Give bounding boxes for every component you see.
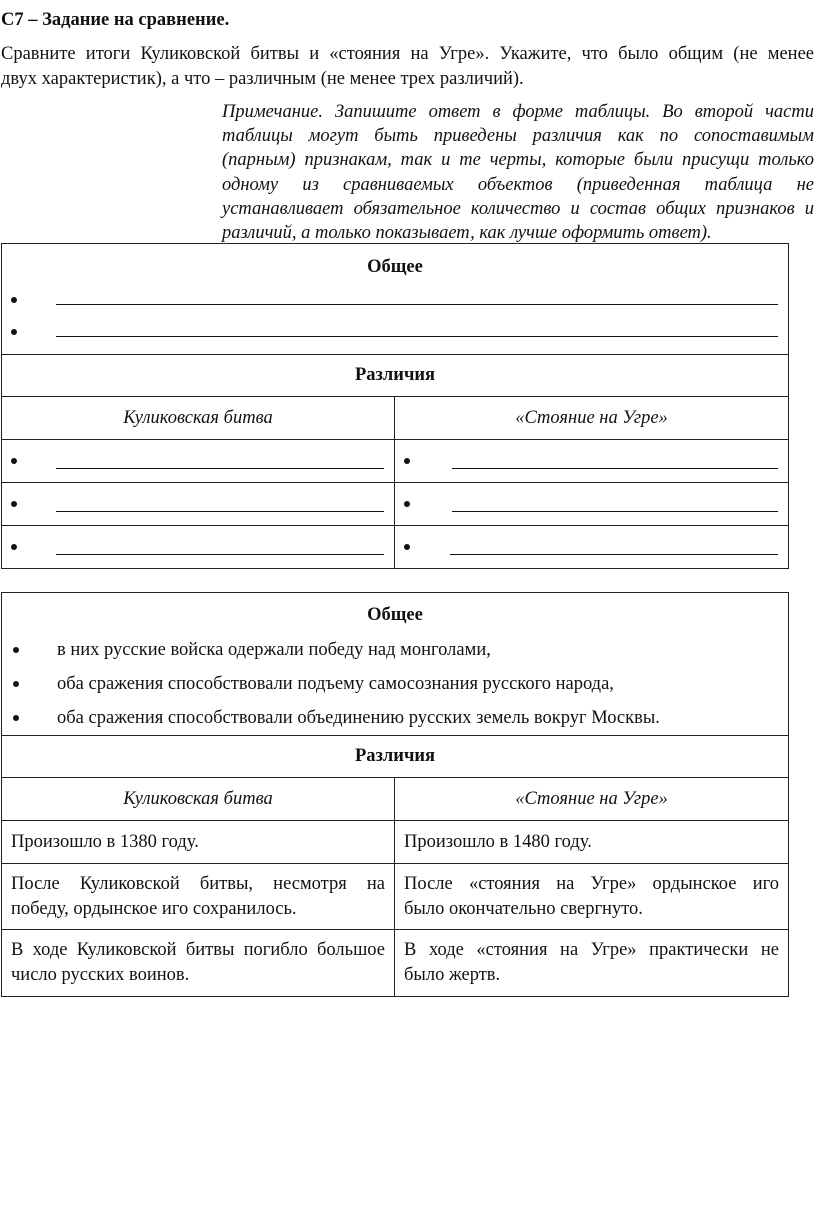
bullet-icon — [404, 458, 410, 464]
blank-answer-line[interactable] — [56, 336, 778, 337]
answer-diff-row — [2, 864, 789, 930]
answer-right-cell: Произошло в 1480 году. — [395, 821, 789, 864]
note-line: таблицы могут быть приведены различия как по сопоставимым — [222, 126, 814, 147]
answer-diff-row — [2, 930, 789, 997]
answer-col2-header: «Стояние на Угре» — [395, 778, 789, 821]
cell-line: В ходе «стояния на Угре» практически не — [404, 940, 780, 960]
answer-left-cell — [2, 864, 394, 921]
template-table — [1, 243, 789, 569]
bullet-icon — [11, 544, 17, 550]
blank-answer-line[interactable] — [56, 511, 384, 512]
task-note — [222, 100, 814, 245]
answer-common-row — [2, 593, 789, 736]
answer-common-header: Общее — [367, 605, 423, 625]
template-common-row — [2, 244, 789, 355]
template-diff-row — [2, 526, 789, 569]
answer-right-cell — [395, 864, 788, 921]
blank-answer-line[interactable] — [452, 468, 778, 469]
template-common-item — [2, 316, 788, 348]
intro-line-2: двух характеристик), а что – различным (не менее трех различий). — [1, 68, 524, 89]
bullet-icon — [404, 544, 410, 550]
answer-diff-row — [2, 821, 789, 864]
note-line: Примечание. Запишите ответ в форме таблицы. Во второй части — [222, 102, 814, 122]
answer-common-text: оба сражения способствовали объединению русских земель вокруг Москвы. — [57, 708, 660, 728]
answer-col-header-row — [2, 778, 789, 821]
template-col1-header: Куликовская битва — [2, 397, 395, 440]
cell-line: После «стояния на Угре» ордынское иго — [404, 874, 780, 894]
template-differences-row — [2, 355, 789, 397]
bullet-icon — [404, 501, 410, 507]
answer-differences-header: Различия — [2, 736, 789, 778]
task-intro — [1, 42, 814, 91]
template-diff-row — [2, 483, 789, 526]
cell-line: было жертв. — [404, 964, 501, 985]
cell-line: После Куликовской битвы, несмотря на — [11, 874, 385, 894]
answer-col1-header: Куликовская битва — [2, 778, 395, 821]
answer-common-item — [2, 633, 788, 667]
answer-differences-row — [2, 736, 789, 778]
answer-common-text: в них русские войска одержали победу над монголами, — [57, 640, 491, 660]
task-title: С7 – Задание на сравнение. — [1, 10, 230, 30]
template-common-item — [2, 284, 788, 316]
note-line: одному из сравниваемых объектов (приведенная таблица не — [222, 174, 814, 195]
template-differences-header: Различия — [2, 355, 789, 397]
answer-right-cell — [395, 930, 788, 987]
bullet-icon — [13, 715, 19, 721]
bullet-icon — [11, 329, 17, 335]
template-col-header-row — [2, 397, 789, 440]
answer-common-item — [2, 701, 788, 735]
cell-line: число русских воинов. — [11, 964, 190, 985]
bullet-icon — [11, 458, 17, 464]
cell-line: победу, ордынское иго сохранилось. — [11, 898, 297, 919]
note-line: различий, а только показывает, как лучше оформить ответ). — [222, 223, 712, 244]
blank-answer-line[interactable] — [56, 304, 778, 305]
blank-answer-line[interactable] — [56, 554, 384, 555]
blank-answer-line[interactable] — [450, 554, 778, 555]
cell-line: было окончательно свергнуто. — [404, 898, 643, 919]
intro-line-1: Сравните итоги Куликовской битвы и «стояния на Угре». Укажите, что было общим (не менее — [1, 44, 814, 64]
bullet-icon — [11, 297, 17, 303]
answer-table — [1, 592, 789, 997]
template-col2-header: «Стояние на Угре» — [395, 397, 789, 440]
bullet-icon — [13, 647, 19, 653]
template-diff-row — [2, 440, 789, 483]
blank-answer-line[interactable] — [452, 511, 778, 512]
cell-line: В ходе Куликовской битвы погибло большое — [11, 940, 385, 960]
note-line: (парным) признакам, так и те черты, которые были присущи только — [222, 150, 814, 171]
note-line: устанавливает обязательное количество и состав общих признаков и — [222, 198, 814, 219]
bullet-icon — [11, 501, 17, 507]
blank-answer-line[interactable] — [56, 468, 384, 469]
answer-left-cell: Произошло в 1380 году. — [2, 821, 395, 864]
bullet-icon — [13, 681, 19, 687]
answer-left-cell — [2, 930, 394, 987]
answer-common-text: оба сражения способствовали подъему самосознания русского народа, — [57, 674, 614, 694]
template-common-header: Общее — [367, 257, 423, 277]
answer-common-item — [2, 667, 788, 701]
